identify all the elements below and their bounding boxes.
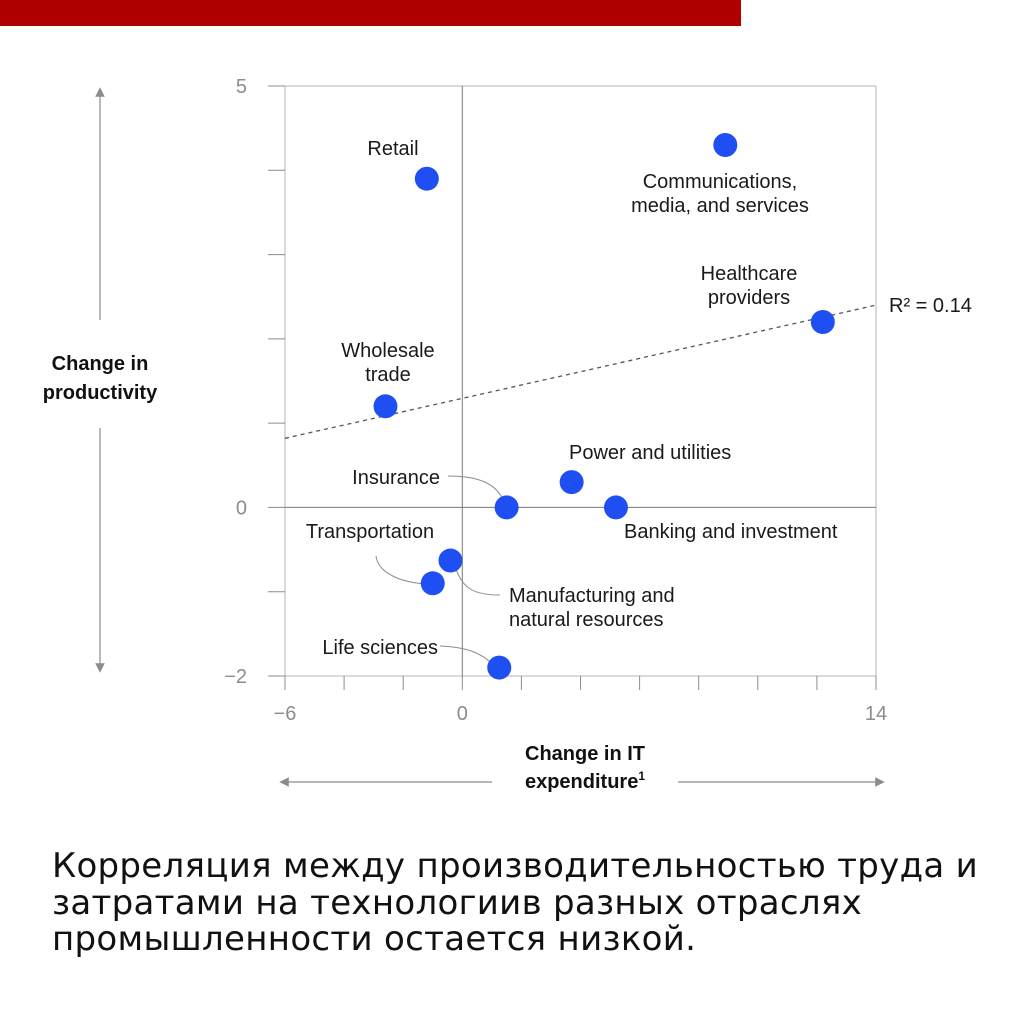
x-axis-title-footnote: 1 bbox=[638, 769, 646, 783]
label-connector bbox=[440, 646, 491, 663]
y-tick-label: 5 bbox=[235, 76, 247, 98]
y-axis-title-line2: productivity bbox=[42, 382, 158, 404]
point-label-line: trade bbox=[365, 364, 411, 386]
y-tick-label: −2 bbox=[224, 666, 247, 688]
point-label bbox=[341, 340, 434, 386]
label-connector bbox=[448, 476, 504, 501]
x-axis-title-line1: Change in IT bbox=[525, 743, 645, 765]
label-connector bbox=[455, 566, 500, 595]
point-label bbox=[701, 263, 798, 309]
data-point bbox=[811, 310, 835, 334]
point-label-line: Power and utilities bbox=[569, 442, 732, 464]
data-point bbox=[604, 495, 628, 519]
point-label-line: natural resources bbox=[509, 609, 664, 631]
point-label-line: Retail bbox=[367, 138, 419, 160]
point-label-line: providers bbox=[707, 287, 791, 309]
point-label-line: Life sciences bbox=[322, 637, 438, 659]
point-label-line: Insurance bbox=[352, 467, 440, 489]
chart-caption: Корреляция между производительностью труда и затратами на технологиив разных отраслях промышленности остается низкой. bbox=[52, 846, 979, 960]
point-label-line: Transportation bbox=[305, 521, 435, 543]
data-point bbox=[438, 549, 462, 573]
data-point bbox=[421, 571, 445, 595]
point-label-line: Banking and investment bbox=[624, 521, 838, 543]
point-label bbox=[306, 521, 434, 543]
data-point bbox=[415, 167, 439, 191]
point-label-line: Healthcare bbox=[700, 263, 798, 285]
data-point bbox=[560, 470, 584, 494]
x-tick-label: 14 bbox=[864, 703, 888, 725]
x-tick-label: −6 bbox=[273, 703, 297, 725]
point-label-line: Wholesale bbox=[341, 340, 435, 362]
data-point bbox=[713, 133, 737, 157]
x-axis-title bbox=[525, 743, 645, 793]
y-axis-title-line1: Change in bbox=[51, 353, 149, 375]
x-tick-label: 0 bbox=[456, 703, 468, 725]
point-label bbox=[352, 467, 440, 489]
r-squared-label: R² = 0.14 bbox=[889, 295, 972, 318]
point-label bbox=[322, 637, 438, 659]
point-label-line: Communications, bbox=[642, 171, 798, 193]
point-label bbox=[624, 521, 838, 543]
x-axis-title-line2: expenditure bbox=[524, 771, 639, 793]
point-label-line: media, and services bbox=[631, 195, 809, 217]
y-tick-label: 0 bbox=[235, 497, 247, 520]
data-point bbox=[373, 394, 397, 418]
data-point bbox=[495, 495, 519, 519]
point-label-line: Manufacturing and bbox=[509, 585, 675, 607]
point-label bbox=[509, 585, 675, 631]
data-point bbox=[487, 656, 511, 680]
point-label bbox=[367, 138, 418, 160]
point-label bbox=[569, 442, 731, 464]
point-label bbox=[631, 171, 809, 217]
